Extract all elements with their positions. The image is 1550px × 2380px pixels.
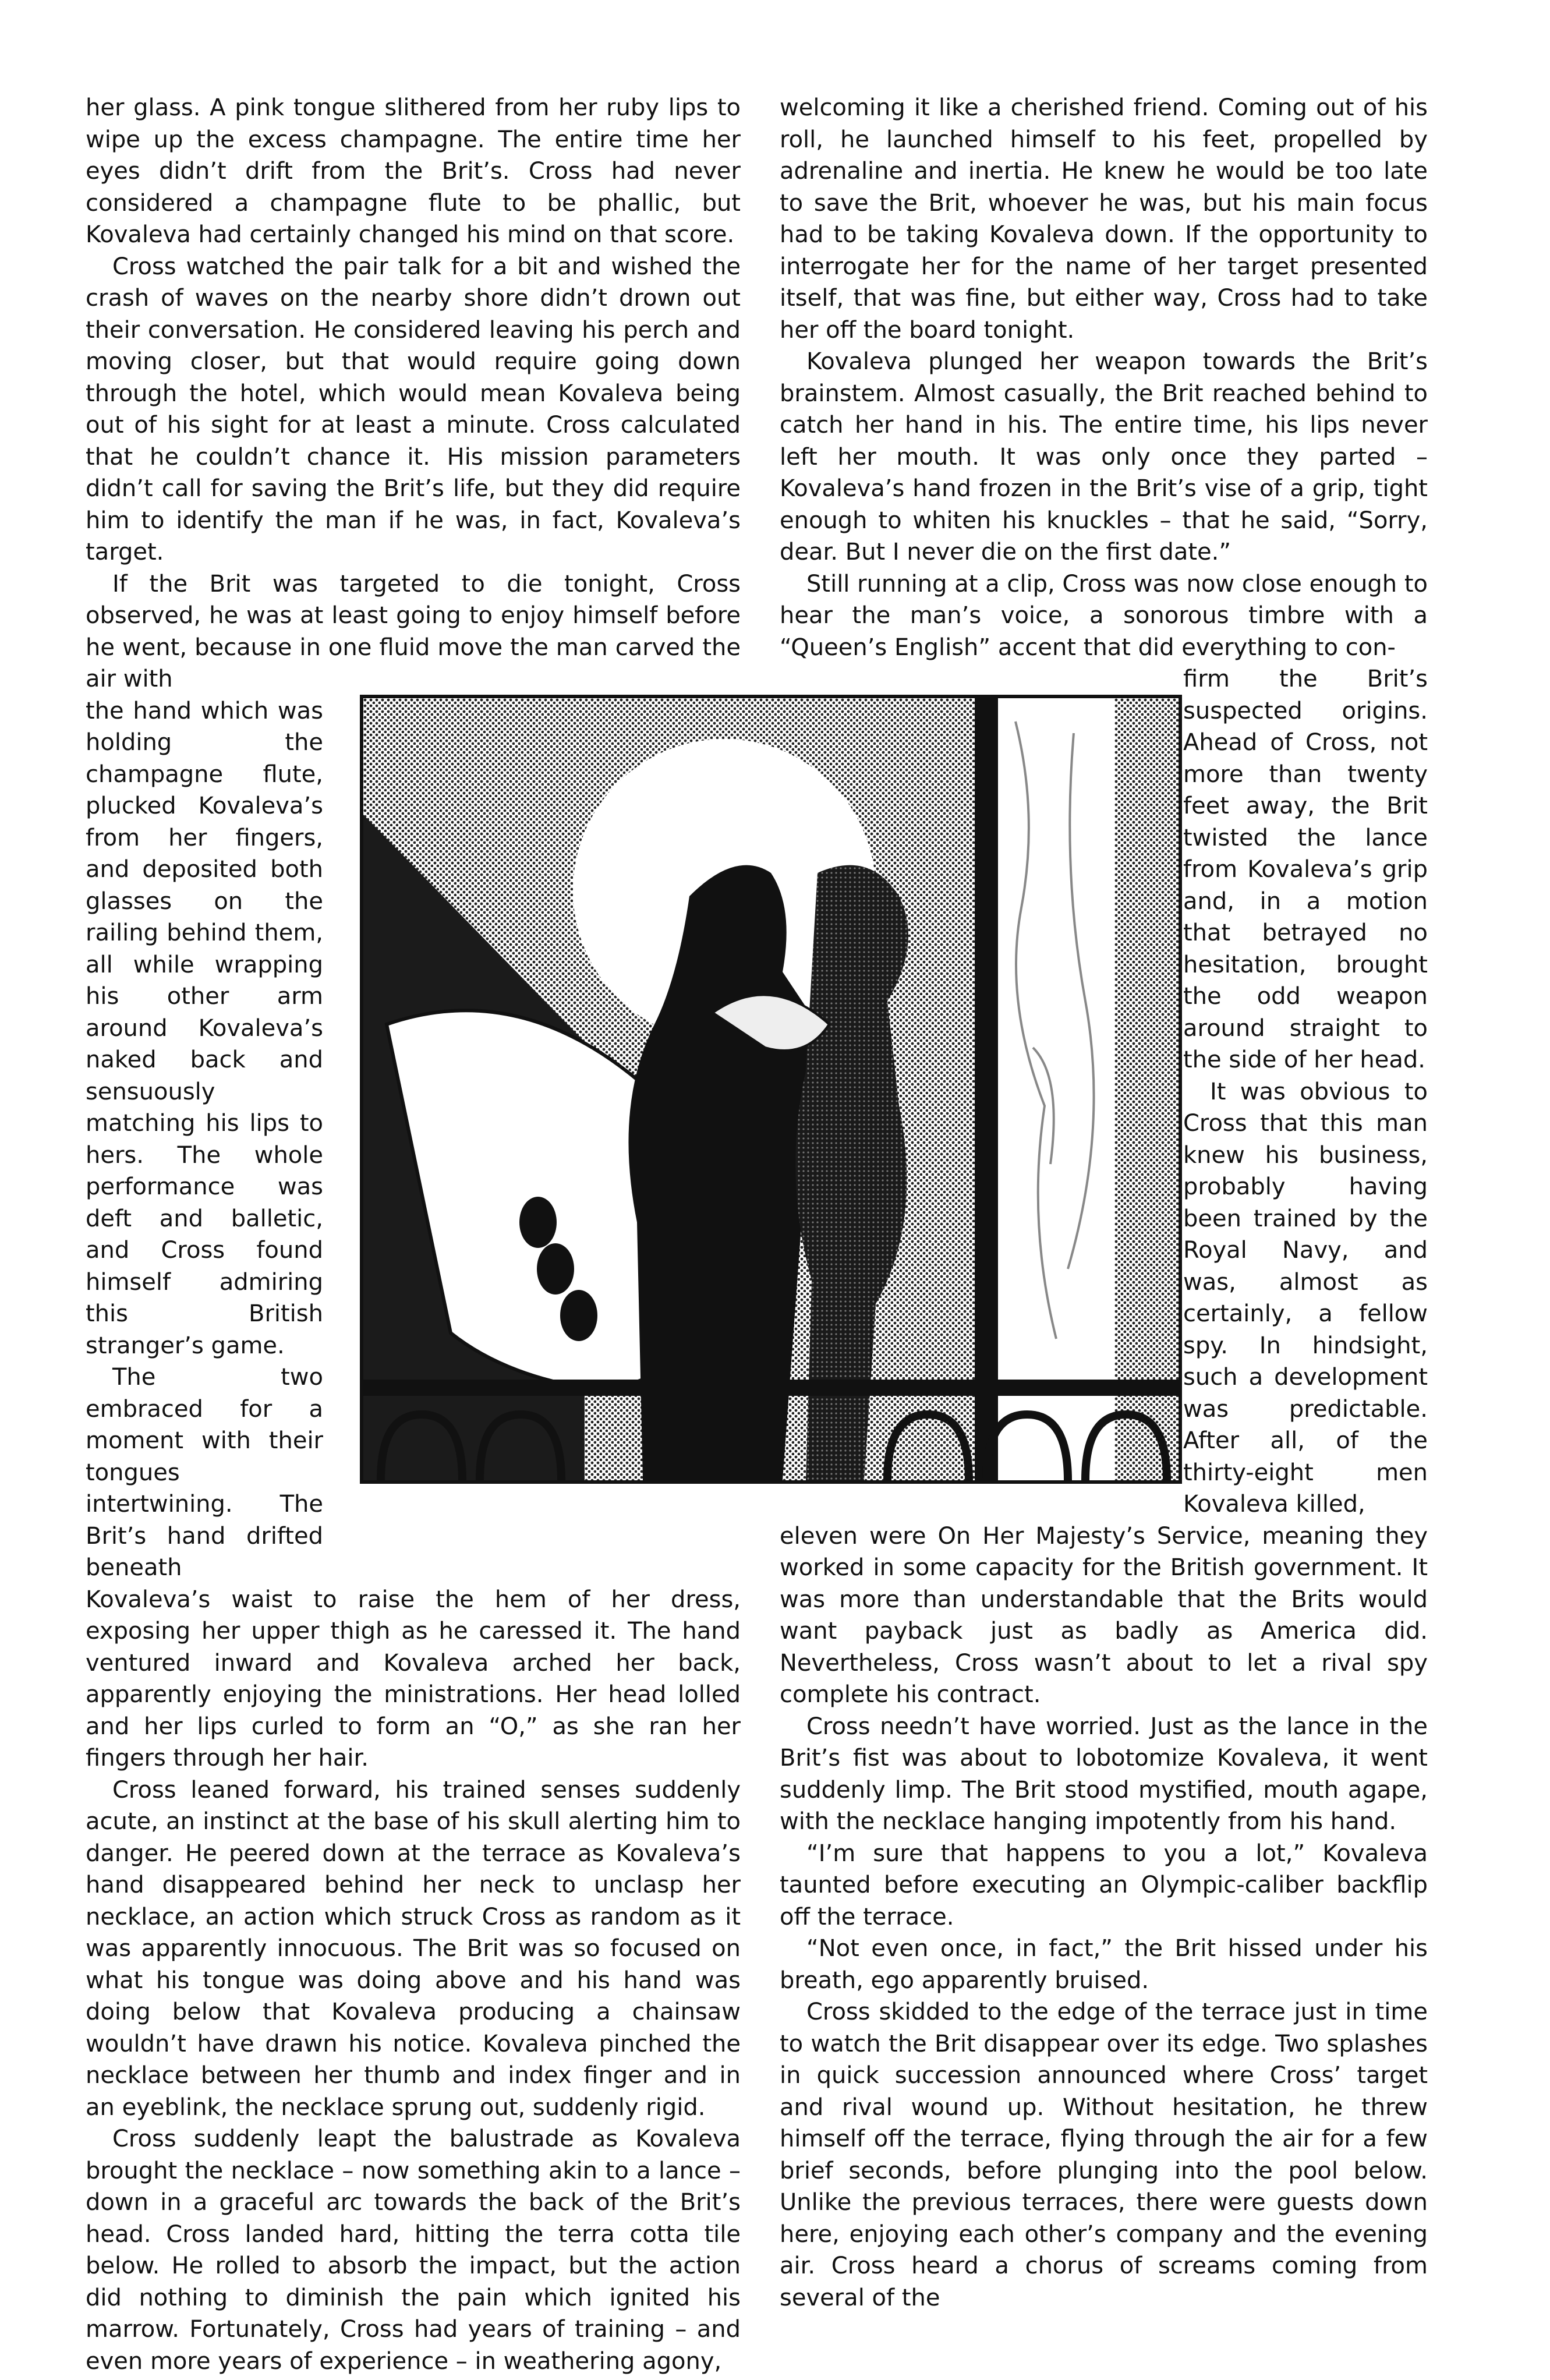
right-paragraph-5: Cross needn’t have worried. Just as the lance in the Brit’s fist was about to lobotomize Kovaleva, it went suddenly limp. The Brit stood mystified, mouth agape, with the necklace hanging impotently from his hand. <box>780 1713 1428 1835</box>
left-paragraph-4-wrap: The two embraced for a moment with their tongues intertwining. The Brit’s hand drifted beneath <box>86 1364 323 1581</box>
right-paragraph-2: Kovaleva plunged her weapon towards the Brit’s brainstem. Almost casually, the Brit reached behind to catch her hand in his. The entire time, his lips never left her mouth. It was only once they parted – Kovaleva’s hand frozen in the Brit’s vise of a grip, tight enough to whiten his knuckles – that he said, “Sorry, dear. But I never die on the first date.” <box>780 348 1428 565</box>
right-paragraph-7: “Not even once, in fact,” the Brit hissed under his breath, ego apparently bruised. <box>780 1935 1428 1994</box>
right-paragraph-4-wrap: It was obvious to Cross that this man knew his business, probably having been trained by the Royal Navy, and was, almost as certainly, a fellow spy. In hindsight, such a development was predictable. After all, of the thirty-eight men Kovaleva killed, <box>1183 1078 1428 1518</box>
railing-bar <box>363 1380 1179 1396</box>
left-paragraph-3-full: If the Brit was targeted to die tonight, Cross observed, he was at least going to enjoy himself before he went, because in one fluid move the man carved the air with <box>86 570 741 692</box>
left-paragraph-2: Cross watched the pair talk for a bit and wished the crash of waves on the nearby shore didn’t drown out their conversation. He considered leaving his perch and moving closer, but that would require going down through the hotel, which would mean Kovaleva being out of his sight for at least a minute. Cross calculated that he couldn’t chance it. His mission parameters didn’t call for saving the Brit’s life, but they did require him to identify the man if he was, in fact, Kovaleva’s target. <box>86 253 741 565</box>
illustration-svg <box>363 698 1179 1480</box>
left-paragraph-3-wrap: the hand which was holding the champagne flute, plucked Kovaleva’s from her fingers, and deposited both glasses on the railing behind them, all while wrapping his other arm around Kovaleva’s naked back and sensuously matching his lips to hers. The whole performance was deft and balletic, and Cross found himself admiring this British stranger’s game. <box>86 697 323 1359</box>
right-paragraph-4-full: eleven were On Her Majesty’s Service, meaning they worked in some capacity for the British government. It was more than understandable that the Brits would want payback just as badly as America did. Nevertheless, Cross wasn’t about to let a rival spy complete his contract. <box>780 1522 1428 1708</box>
right-paragraph-6: “I’m sure that happens to you a lot,” Kovaleva taunted before executing an Olympic-caliber backflip off the terrace. <box>780 1840 1428 1930</box>
illustration-embrace <box>360 695 1182 1484</box>
left-paragraph-4-full: Kovaleva’s waist to raise the hem of her dress, exposing her upper thigh as he caressed it. The hand ventured inward and Kovaleva arched her back, apparently enjoying the ministrations. Her head lolled and her lips curled to form an “O,” as she ran her fingers through her hair. <box>86 1586 741 1771</box>
right-paragraph-1: welcoming it like a cherished friend. Coming out of his roll, he launched himself to his feet, propelled by adrenaline and inertia. He knew he would be too late to save the Brit, whoever he was, but his main focus had to be taking Kovaleva down. If the opportunity to interrogate her for the name of her target presented itself, that was fine, but either way, Cross had to take her off the board tonight. <box>780 94 1428 344</box>
right-paragraph-3-full: Still running at a clip, Cross was now close enough to hear the man’s voice, a sonorous timbre with a “Queen’s English” accent that did everything to con- <box>780 570 1428 661</box>
left-paragraph-1: her glass. A pink tongue slithered from her ruby lips to wipe up the excess champagne. The entire time her eyes didn’t drift from the Brit’s. Cross had never considered a champagne flute to be phallic, but Kovaleva had certainly changed his mind on that score. <box>86 94 741 248</box>
right-paragraph-3-wrap: firm the Brit’s suspected origins. Ahead of Cross, not more than twenty feet away, the Brit twisted the lance from Kovaleva’s grip and, in a motion that betrayed no hesitation, brought the odd weapon around straight to the side of her head. <box>1183 666 1428 1073</box>
marble-pillar <box>998 698 1114 1480</box>
right-paragraph-8: Cross skidded to the edge of the terrace just in time to watch the Brit disappear over its edge. Two splashes in quick succession announced where Cross’ target and rival wound up. Without hesitation, he threw himself off the terrace, flying through the air for a few brief seconds, before plunging into the pool below. Unlike the previous terraces, there were guests down here, enjoying each other’s company and the evening air. Cross heard a chorus of screams coming from several of the <box>780 1999 1428 2311</box>
left-paragraph-5: Cross leaned forward, his trained senses suddenly acute, an instinct at the base of his skull alerting him to danger. He peered down at the terrace as Kovaleva’s hand disappeared behind her neck to unclasp her necklace, an action which struck Cross as random as it was apparently innocuous. The Brit was so focused on what his tongue was doing above and his hand was doing below that Kovaleva producing a chainsaw wouldn’t have drawn his notice. Kovaleva pinched the necklace between her thumb and index finger and in an eyeblink, the necklace sprung out, suddenly rigid. <box>86 1776 741 2121</box>
left-paragraph-6: Cross suddenly leapt the balustrade as Kovaleva brought the necklace – now something akin to a lance – down in a graceful arc towards the back of the Brit’s head. Cross landed hard, hitting the terra cotta tile below. He rolled to absorb the impact, but the action did nothing to diminish the pain which ignited his marrow. Fortunately, Cross had years of training – and even more years of experience – in weathering agony, <box>86 2126 741 2375</box>
